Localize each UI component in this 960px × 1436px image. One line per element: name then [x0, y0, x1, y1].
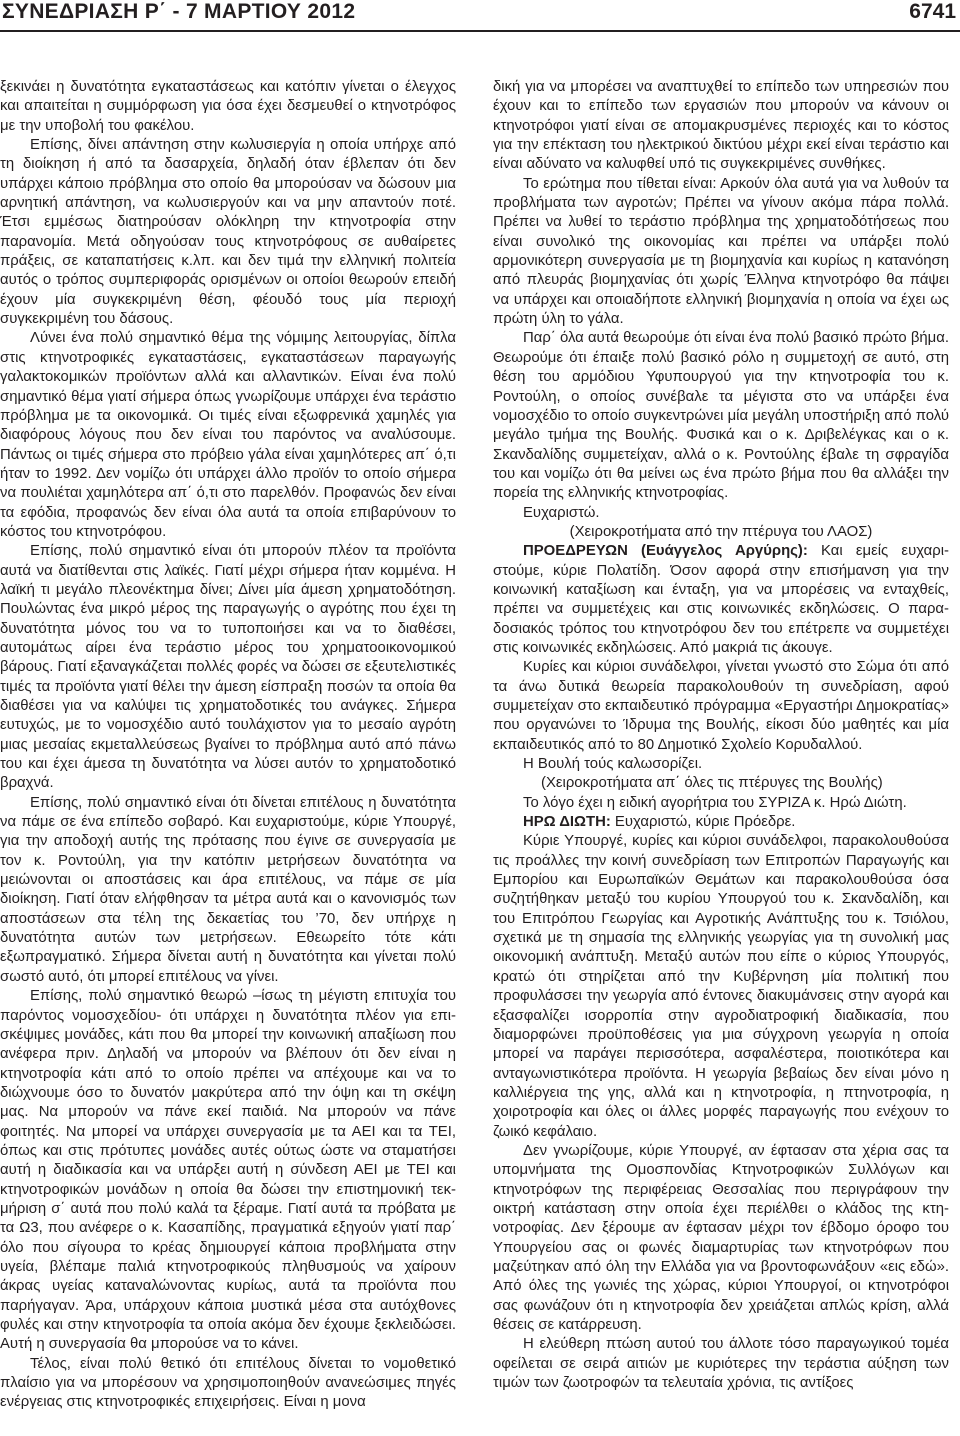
speech-text: Και εμείς ευχαριστούμε, κύριε Πολατίδη. Όσον αφορά στην επισήμανση για την κοινωνική καταξίωση και ένταξη, για να μπορέσεις να ενταχθείς, πρέπει να συμμετέχεις και στις κοινωνικές εκδηλώσεις. Ο παραδοσιακός τρόπος του κτηνοτρόφου δεν του επέτρεπε να συμμετέχει στις κοινωνικές εκδηλώσεις. Από μακριά τις άκουγε.: [493, 543, 949, 656]
session-title: ΣΥΝΕΔΡΙΑΣΗ Ρ΄ - 7 ΜΑΡΤΙΟΥ 2012: [2, 0, 356, 23]
paragraph: δική για να μπορέσει να αναπτυχθεί το επίπεδο των υπηρεσιών που έχουν και το επίπεδο των εργασιών που μπορούν να κάνουν οι κτηνοτρόφοι γιατί είναι σε απομακρυσμένες περιοχές και το κόστος για την επέκταση του ηλεκτρικού δικτύου μέχρι εκεί είναι τεράστιο και είναι αδύνατο να καλυφθεί υπό τις συγκεκριμένες συνθήκες.: [493, 79, 949, 173]
paragraph: Κύριε Υπουργέ, κυρίες και κύριοι συνάδελφοι, παρακολουθούσα τις προάλλες την κοινή συνεδρίαση των Επιτροπών Παραγωγής και Εμπορίου και Ευρωπαϊκών Θεμάτων και παρακολουθούσα όσα συζητήθηκαν μεταξύ του κυρίου Υπουργού του κ. Σκανδαλίδη, και του Επιτρόπου Γεωργίας και Αγροτικής Ανάπτυξης του κ. Τσιόλου, σχετικά με τη σημασία της ελληνικής γεωργίας για τη συνολική μας οικονομική ανάπτυξη. Μεταξύ αυτών που είπε ο κύριος Υπουργός, κρατώ ότι στηρίζεται από την Κυβέρνηση μία πολιτική που προφυλάσσει την γεωργία από έντονες διακυμάνσεις στην αγορά και εξασφαλίζει ισορροπία στην αγροδιατροφική διαδικασία, που διαμορφώνει προϋποθέσεις για μια σύγχρονη γεωργία η οποία μπορεί να παράγει περισσότερα, ασφαλέστερα, ποιοτικότερα και ανταγωνιστικότερα προϊόντα. Η γεωργία βεβαίως δεν είναι μόνο η καλλιέργεια της γης, αλλά και η κτηνοτροφία, η πτηνοτροφία, η χοιροτροφία και όλες οι άλλες μορφές παραγωγής που ενέχουν το ζωικό κεφάλαιο.: [493, 833, 949, 1140]
speech-text: Ευχαριστώ, κύριε Πρόεδρε.: [610, 814, 796, 831]
left-column: [0, 78, 456, 1413]
paragraph: Τέλος, είναι πολύ θετικό ότι επιτέλους δίνεται το νομοθετικό πλαίσιο για να μπορέσουν να χρησιμοποιηθούν ανανεώσιμες πηγές ενέργειας στις κτηνοτροφικές επιχειρήσεις. Είναι η μονα: [0, 1355, 456, 1411]
paragraph: ξεκινάει η δυνατότητα εγκαταστάσεως και κατόπιν γίνεται ο έλεγχος και απαιτείται η συμμόρφωση για όσα έχει δεσμευθεί ο κτηνοτρόφος με την υποβολή του φακέλου.: [0, 79, 456, 134]
page-number: 6741: [909, 0, 956, 23]
paragraph: Επίσης, πολύ σημαντικό είναι ότι μπορούν πλέον τα προϊόντα αυτά να διατίθενται στις λαϊκές. Γιατί μέχρι σήμερα ήταν κομμένα. Η λαϊκή τι μεγάλο πλεονέκτημα δίνει; Δίνει μία άμεση χρηματοδότηση. Πουλώντας ένα μικρό μέρος της παραγωγής ο αγρότης που έχει τη δυνατότητα μόνος του να το τυποποιήσει και να το διαθέσει, αυτομάτως αίρει ένα τεράστιο μέρος του χρηματοοικονομικού βάρους. Γιατί εξαναγκάζεται πολλές φορές να δώσει σε εξευτελιστικές τιμές τα προϊόντα γιατί θέλει την άμεση είσπραξη ποσών τα οποία θα διαθέσει για να καλύψει τις χρηματοδοτικές του ανάγκες. Σήμερα ευτυχώς, με το νομοσχέδιο αυτό τουλάχιστον για το μεσαίο αγρότη μιας μεσαίας εκμεταλλεύσεως βγαίνει το πρόβλημα αυτό από πάνω του και έχει άμεσα τη δυνατότητα να λύσει αυτόν το χρηματοδοτικό βραχνά.: [0, 543, 456, 792]
paragraph: Κυρίες και κύριοι συνάδελφοι, γίνεται γνωστό στο Σώμα ότι από τα άνω δυτικά θεωρεία παρακολουθούν τη συνεδρίαση, αφού συμμετείχαν στο εκπαιδευτικό πρόγραμμα «Εργαστήρι Δημοκρατίας» που οργανώνει το Ίδρυμα της Βουλής, είκοσι δύο μαθητές και μία εκπαιδευτικός από το 80 Δημοτικό Σχολείο Κορυδαλλού.: [493, 659, 949, 753]
speaker-paragraph: [493, 542, 949, 658]
applause-note: (Χειροκροτήματα απ΄ όλες τις πτέρυγες της Βουλής): [541, 775, 883, 792]
paragraph: Επίσης, πολύ σημαντικό είναι ότι δίνεται επιτέλους η δυνατότητα να πάμε σε ένα επίπεδο σοβαρό. Και ευχαριστούμε, κύριε Υπουργέ, για την αποδοχή αυτής της πρότασης που έγινε σε συνεργασία με τον κ. Ροντούλη, για την κατόπιν μετρήσεων δυνατότητα να μειώνονται οι αποστάσεις και άρα επιτέλους, να πάμε σε μία διοίκηση. Γιατί όταν ελήφθησαν τα μέτρα αυτά και ο κανονισμός των αποστάσεων στα τέλη της δεκαετίας του ’70, δεν υπήρχε η δυνατότητα αυτών των μετρήσεων. Εθεωρείτο τότε κάτι εξωπραγματικό. Σήμερα δίνεται αυτή η δυνατότητα και γίνεται πολύ σωστό αυτό, ότι μπορεί επιτέλους να γίνει.: [0, 794, 456, 985]
speaker-name: ΗΡΩ ΔΙΩΤΗ:: [523, 814, 611, 831]
paragraph: Η ελεύθερη πτώση αυτού του άλλοτε τόσο παραγωγικού τομέα οφείλεται σε σειρά αιτιών με κυριότερες την τεράστια αύξηση των τιμών των ζωοτροφών τα τελευταία χρόνια, τις αντίξοες: [493, 1336, 949, 1392]
applause-note: (Χειροκροτήματα από την πτέρυγα του ΛΑΟΣ): [569, 523, 873, 540]
speaker-name: ΠΡΟΕΔΡΕΥΩΝ (Ευάγγελος Αργύρης):: [523, 543, 808, 560]
speaker-paragraph: [493, 813, 949, 832]
paragraph: Το ερώτημα που τίθεται είναι: Αρκούν όλα αυτά για να λυθούν τα προβλήματα των αγροτών; Πρέπει να γίνουν ακόμα πάρα πολλά. Πρέπει να λυθεί το τεράστιο πρόβλημα της χρηματοδότήσεως που είναι συνολικό της οικονομίας και πρέπει να υπάρξει πολύ αρμονικότερη συνεργασία με τη βιομηχανία και κυρίως η κατανόηση από πλευράς βιομηχανίας ότι χωρίς Έλληνα κτηνοτρόφο θα πάψει να υπάρχει και οποιαδήποτε ελληνική βιομηχανία η οποία να έχει ως πρώτη ύλη το γάλα.: [493, 175, 949, 328]
paragraph: Παρ΄ όλα αυτά θεωρούμε ότι είναι ένα πολύ βασικό πρώτο βήμα. Θεωρούμε ότι έπαιξε πολύ βασικό ρόλο η συμμετοχή σε αυτό, στη θέση του αρμόδιου Υφυπουργού για την κτηνοτροφία του κ. Ροντούλη, ο οποίος συνέβαλε τα μέγιστα στο να υπάρξει ένα νομοσχέδιο το οποίο συγκεντρώνει μία μεγάλη υποστήριξη από πολύ μεγάλο τμήμα της Βουλής. Φυσικά και ο κ. Δριβελέγκας και ο κ. Σκανδαλίδης συμμετείχαν, αλλά ο κ. Ροντούλης έβαλε τη σφραγίδα του και νομίζω ότι θα μείνει ως ένα πρώτο βήμα που θα αλλάξει την πορεία της ελληνικής κτηνοτροφίας.: [493, 330, 949, 502]
paragraph: Επίσης, πολύ σημαντικό θεωρώ –ίσως τη μέγιστη επιτυχία του παρόντος νομοσχεδίου- ότι υπάρχει η δυνατότητα πλέον για επισκέψιμες μονάδες, κάτι που θα μπορεί την κοινωνική απαξίωση που ανέφερα πριν. Δηλαδή να μπορούν να βλέπουν ότι δεν είναι η κτηνοτροφία κάτι από το οποίο πρέπει να απέχουμε και να το διώχνουμε όσο το δυνατόν μακρύτερα από την όψη και τη σκέψη μας. Να μπορούν να πάνε εκεί παιδιά. Να μπορούν να πάνε φοιτητές. Να μπορεί να υπάρχει συνεργασία με τα ΑΕΙ και τα ΤΕΙ, όπως και στις πρότυπες μονάδες αυτές ούτως ώστε να σταματήσει αυτή η διαδικασία και να υπάρξει αυτή η σύνδεση ΑΕΙ με ΤΕΙ και κτηνοτροφικών μονάδων η οποία θα δώσει την επιστημονική τεκμήριση σ΄ αυτά που πολύ καλά τα ξέραμε. Γιατί αυτά τα πρόβατα με τα Ω3, που ανέφερε ο κ. Κασαπίδης, πραγματικά εξηγούν γιατί παρ΄ όλο που σίγουρα το κρέας δημιουργεί κάποια προβλήματα στην υγεία, βλέπαμε παλιά κτηνοτροφικούς πληθυσμούς να χαίρουν άκρας υγείας καταναλώνοντας κυρίως, αυτά τα προϊόντα που παρήγαγαν. Άρα, υπάρχουν κάποια μυστικά μέσα στα αυτόχθονες φυλές και στην κτηνοτροφία τα οποία ακόμα δεν έχουμε ξεκλειδώσει. Αυτή η συνεργασία θα μπορούσε να το κάνει.: [0, 988, 456, 1353]
paragraph: Λύνει ένα πολύ σημαντικό θέμα της νόμιμης λειτουργίας, δίπλα στις κτηνοτροφικές εγκαταστάσεις, εγκαταστάσεων παραγωγής γαλακτοκομικών προϊόντων αλλά και αλλαντικών. Είναι ένα πολύ σημαντικό θέμα γιατί σήμερα όπως γνωρίζουμε υπάρχει ένα τεράστιο πρόβλημα με τα οικονομικά. Οι τιμές είναι εξωφρενικά χαμηλές για διαφόρους λόγους που δεν είναι του παρόντος να αναλύσουμε. Πάντως οι τιμές σήμερα στο πρόβειο γάλα είναι χαμηλότερες απ΄ ό,τι ήταν το 1992. Δεν νομίζω ότι υπάρχει άλλο προϊόν το οποίο σήμερα να πουλιέται χαμηλότερα απ΄ ό,τι στο παρελθόν. Προφανώς δεν είναι τα εφόδια, προφανώς δεν είναι όλα αυτά τα οποία επιβαρύνουν το κόστος του κτηνοτρόφου.: [0, 330, 456, 540]
header-rule: [0, 30, 960, 32]
paragraph: Επίσης, δίνει απάντηση στην κωλυσιεργία η οποία υπήρχε από τη διοίκηση ή από τα δασαρχεία, δηλαδή όταν έβλεπαν ότι δεν υπάρχει κάποιο πρόβλημα στο οποίο θα μπορούσαν να δώσουν μια αρνητική απάντηση, να κωλυσιεργούν και να μην απαντούν ποτέ. Έτσι εμμέσως διατηρούσαν ολόκληρη την κτηνοτροφία στην παρανομία. Μετά οδηγούσαν τους κτηνοτρόφους σε αυθαίρετες πράξεις, σε καταπατήσεις κ.λπ. και δεν τιμά την ελληνική πολιτεία αυτός ο τρόπος συμπεριφοράς ορισμένων οι οποίοι θεωρούν επειδή έχουν μία συγκεκριμένη θέση, φέουδό τους μία περιοχή συγκεκριμένη του δάσους.: [0, 137, 456, 328]
paragraph: Δεν γνωρίζουμε, κύριε Υπουργέ, αν έφτασαν στα χέρια σας τα υπομνήματα της Ομοσπονδίας Κτηνοτροφικών Συλλόγων και κτηνοτρόφων της περιφέρειας Θεσσαλίας που περιγράφουν την οικτρή κατάσταση στην οποία έχει περιέλθει ο κλάδος της κτηνοτροφίας. Δεν ξέρουμε αν έφτασαν μέχρι τον έβδομο όροφο του Υπουργείου σας οι φωνές διαμαρτυρίας των κτηνοτρόφων που μαζεύτηκαν από όλη την Ελλάδα για να βροντοφωνάξουν «εις εδώ». Από όλες της γωνιές της χώρας, κύριοι Υπουργοί, οι κτηνοτρόφοι σας φωνάζουν ότι η κτηνοτροφία δεν χρειάζεται απλώς κρίση, αλλά θέσεις σε κατάρρευση.: [493, 1142, 949, 1333]
paragraph: Η Βουλή τούς καλωσορίζει.: [523, 756, 703, 773]
paragraph: Το λόγο έχει η ειδική αγορήτρια του ΣΥΡΙΖΑ κ. Ηρώ Διώτη.: [523, 794, 907, 811]
right-column: [493, 78, 949, 1393]
page-header: [0, 0, 960, 30]
paragraph: Ευχαριστώ.: [523, 504, 600, 521]
